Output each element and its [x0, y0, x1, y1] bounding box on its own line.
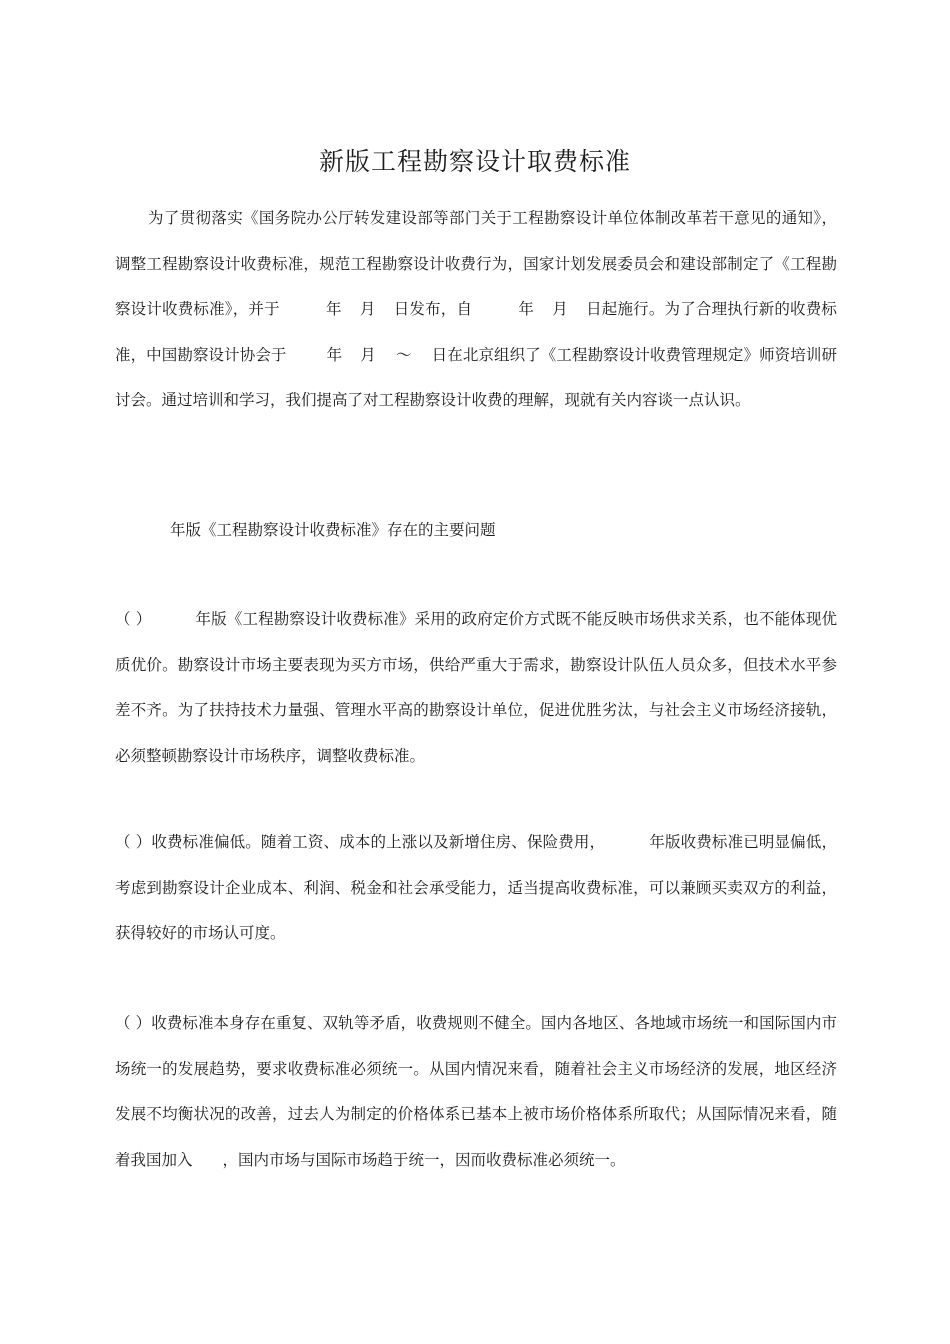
intro-text-3: 月: [359, 300, 376, 318]
intro-text-1: 为了贯彻落实《国务院办公厅转发建设部等部门关于工程勘察设计单位体制改革若干意见的通知》，调整工程勘察设计收费标准，规范工程勘察设计收费行为，国家计划发展委员会和建设部制定了《工程勘察设计收费标准》，并于: [115, 209, 837, 318]
item-3-marker: （ ）: [115, 1014, 152, 1032]
item-1-paragraph: [115, 597, 837, 779]
intro-text-9: 月: [360, 345, 376, 364]
item-1-marker: （ ）: [115, 610, 152, 628]
item-2-marker: （ ）: [115, 833, 152, 851]
intro-text-6: 月: [552, 300, 568, 318]
item-2-text-a: 收费标准偏低。随着工资、成本的上涨以及新增住房、保险费用，: [151, 833, 606, 851]
item-3-text-b: ，国内市场与国际市场趋于统一，因而收费标准必须统一。: [222, 1150, 626, 1169]
intro-text-4: 日发布，自: [393, 300, 473, 318]
item-3-paragraph: [115, 1001, 837, 1183]
item-2-paragraph: [115, 820, 837, 957]
item-2-text-b: 年版收费标准已明显偏低，考虑到勘察设计企业成本、利润、税金和社会承受能力，适当提高收费标准，可以兼顾买卖双方的利益，获得较好的市场认可度。: [115, 833, 837, 942]
item-1-text: 年版《工程勘察设计收费标准》采用的政府定价方式既不能反映市场供求关系，也不能体现优质优价。勘察设计市场主要表现为买方市场，供给严重大于需求，勘察设计队伍人员众多，但技术水平参差不齐。为了扶持技术力量强、管理水平高的勘察设计单位，促进优胜劣汰，与社会主义市场经济接轨，必须整顿勘察设计市场秩序，调整收费标准。: [115, 610, 837, 765]
intro-text-2: 年: [325, 300, 342, 318]
document-title: 新版工程勘察设计取费标准: [318, 147, 631, 176]
item-3-text-a: 收费标准本身存在重复、双轨等矛盾，收费规则不健全。国内各地区、各地域市场统一和国际国内市场统一的发展趋势，要求收费标准必须统一。从国内情况来看，随着社会主义市场经济的发展，地区经济发展不均衡状况的改善，过去人为制定的价格体系已基本上被市场价格体系所取代；从国际情况来看，随着我国加入: [115, 1014, 837, 1169]
intro-text-7: 日起施行。为了合理执行新的收费标准，中国勘察设计协会于: [115, 300, 837, 364]
intro-paragraph: [115, 196, 837, 424]
intro-text-5: 年: [518, 300, 535, 318]
section-heading: 年版《工程勘察设计收费标准》存在的主要问题: [170, 521, 496, 539]
intro-text-10: ～: [395, 345, 412, 364]
intro-text-8: 年: [326, 345, 343, 364]
intro-text-11: 日在北京组织了《工程勘察设计收费管理规定》师资培训研讨会。通过培训和学习，我们提高了对工程勘察设计收费的理解，现就有关内容谈一点认识。: [115, 345, 837, 409]
